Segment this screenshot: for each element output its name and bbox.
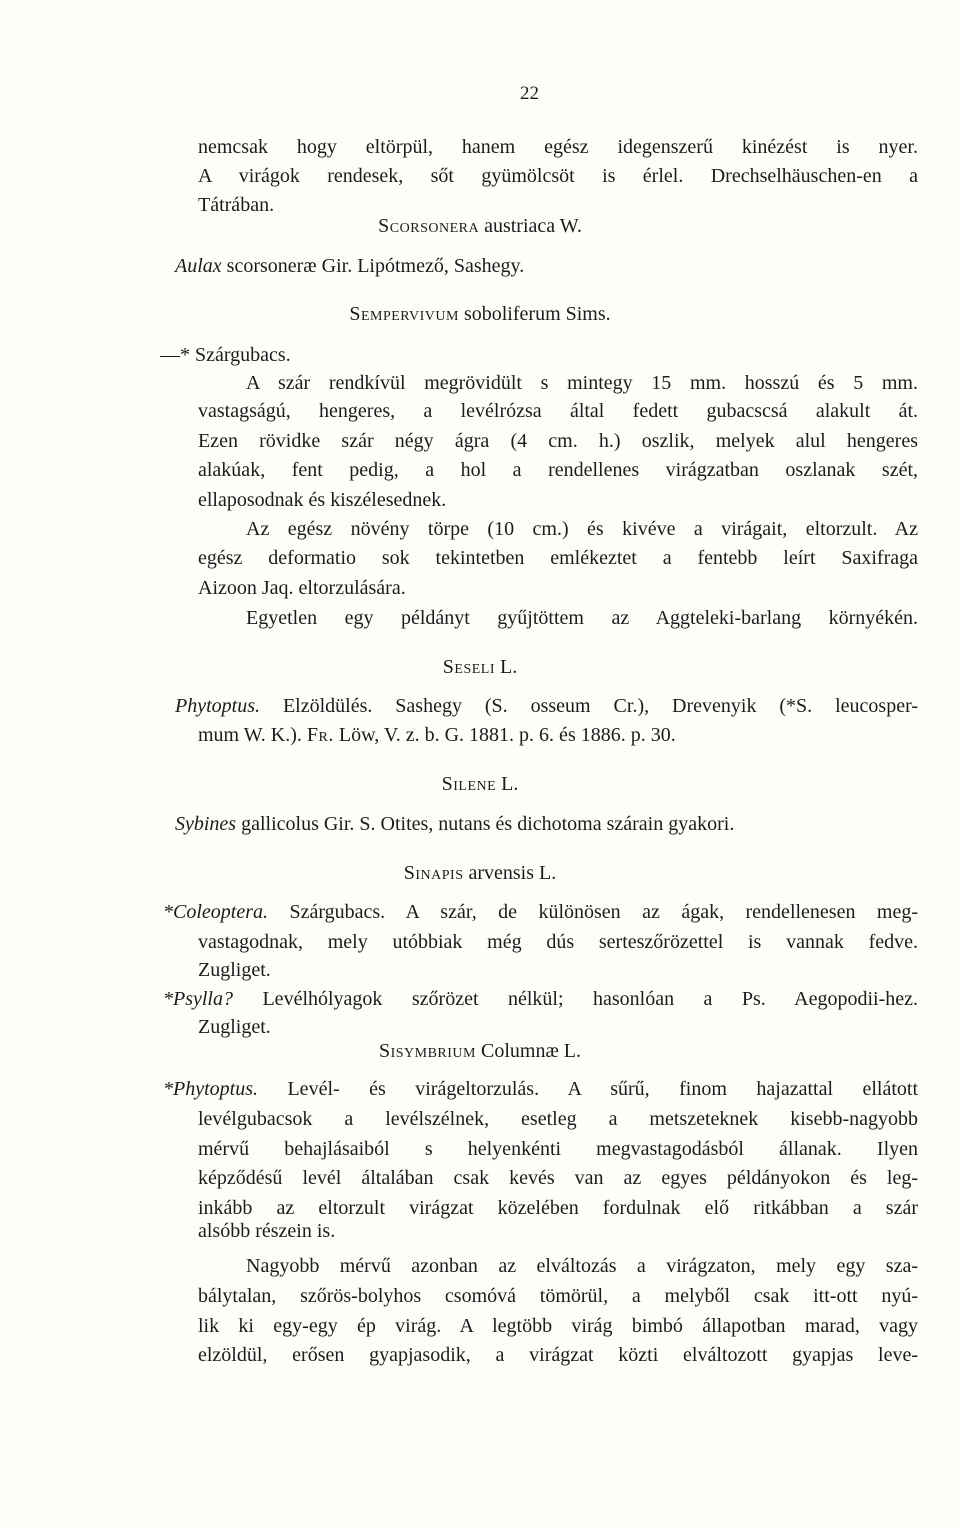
text-line: nemcsak hogy eltörpül, hanem egész idegenszerű kinézést is nyer. [198, 136, 918, 158]
text-line: Zugliget. [198, 959, 271, 981]
text-line: Egyetlen egy példányt gyűjtöttem az Aggteleki-barlang környékén. [246, 607, 918, 629]
text-line: Aizoon Jaq. eltorzulására. [198, 577, 406, 599]
entry-aulax: Aulax scorsoneræ Gir. Lipótmező, Sashegy. [175, 255, 525, 277]
taxon-name: Aulax [175, 255, 222, 277]
text-line: lik ki egy-egy ép virág. A legtöbb virág bimbó állapotban marad, vagy [198, 1315, 918, 1337]
entry-psylla: *Psylla? Levélhólyagok szőrözet nélkül; hasonlóan a Ps. Aegopodii-hez. [163, 988, 919, 1010]
text-line: alsóbb részein is. [198, 1220, 336, 1242]
species-heading-scorzonera: Scorsonera austriaca W. [378, 215, 582, 237]
species-heading-seseli: Seseli L. [442, 656, 518, 678]
text-line: A szár rendkívül megrövidült s mintegy 15 mm. hosszú és 5 mm. [246, 372, 918, 394]
taxon-name: *Coleoptera. [163, 901, 268, 923]
text-line: mérvű behajlásaiból s helyenkénti megvastagodásból állanak. Ilyen [198, 1138, 918, 1160]
text-line: elzöldül, erősen gyapjasodik, a virágzat közti elváltozott gyapjas leve- [198, 1344, 918, 1366]
text-line: bálytalan, szőrös-bolyhos csomóvá tömörül, a melyből csak itt-ott nyú- [198, 1285, 918, 1307]
taxon-name: *Phytoptus. [163, 1078, 258, 1100]
species-heading-silene: Silene L. [441, 773, 519, 795]
text-line: A virágok rendesek, sőt gyümölcsöt is érlel. Drechselhäuschen-en a [198, 165, 918, 187]
entry-phytoptus-sisymbrium: *Phytoptus. Levél- és virágeltorzulás. A sűrű, finom hajazattal ellátott [163, 1078, 918, 1100]
text-line: Tátrában. [198, 194, 275, 216]
taxon-name: Phytoptus. [175, 695, 260, 717]
species-heading-sisymbrium: Sisymbrium Columnæ L. [378, 1040, 582, 1062]
text-line: levélgubacsok a levélszélnek, esetleg a metszeteknek kisebb-nagyobb [198, 1108, 918, 1130]
page-number: 22 [520, 83, 539, 104]
text-line: mum W. K.). Fr. Löw, V. z. b. G. 1881. p. 6. és 1886. p. 30. [198, 724, 676, 746]
text-line: Nagyobb mérvű azonban az elváltozás a virágzaton, mely egy sza- [246, 1255, 918, 1277]
entry-sybines: Sybines gallicolus Gir. S. Otites, nutans és dichotoma szárain gyakori. [175, 813, 735, 835]
text-line: Ezen rövidke szár négy ágra (4 cm. h.) oszlik, melyek alul hengeres [198, 430, 918, 452]
text-line: alakúak, fent pedig, a hol a rendellenes virágzatban oszlanak szét, [198, 459, 918, 481]
text-line: egész deformatio sok tekintetben emlékeztet a fentebb leírt Saxifraga [198, 547, 918, 569]
taxon-name: *Psylla? [163, 988, 233, 1010]
taxon-name: Sybines [175, 813, 237, 835]
entry-szargubacs: —* Szárgubacs. [160, 344, 291, 366]
entry-phytoptus: Phytoptus. Elzöldülés. Sashegy (S. osseum Cr.), Drevenyik (*S. leucosper- [175, 695, 918, 717]
text-line: képződésű levél általában csak kevés van az egyes példányokon és leg- [198, 1167, 918, 1189]
text-line: inkább az eltorzult virágzat közelében fordulnak elő ritkábban a szár [198, 1197, 918, 1219]
text-line: ellaposodnak és kiszélesednek. [198, 489, 447, 511]
species-heading-sempervivum: Sempervivum soboliferum Sims. [349, 303, 611, 325]
text-line: Az egész növény törpe (10 cm.) és kivéve a virágait, eltorzult. Az [246, 518, 918, 540]
text-line: vastagságú, hengeres, a levélrózsa által fedett gubacscsá alakult át. [198, 400, 918, 422]
entry-coleoptera: *Coleoptera. Szárgubacs. A szár, de különösen az ágak, rendellenesen meg- [163, 901, 919, 923]
text-line: Zugliget. [198, 1016, 271, 1038]
text-line: vastagodnak, mely utóbbiak még dús serteszőrözettel is vannak fedve. [198, 931, 918, 953]
species-heading-sinapis: Sinapis arvensis L. [403, 862, 557, 884]
